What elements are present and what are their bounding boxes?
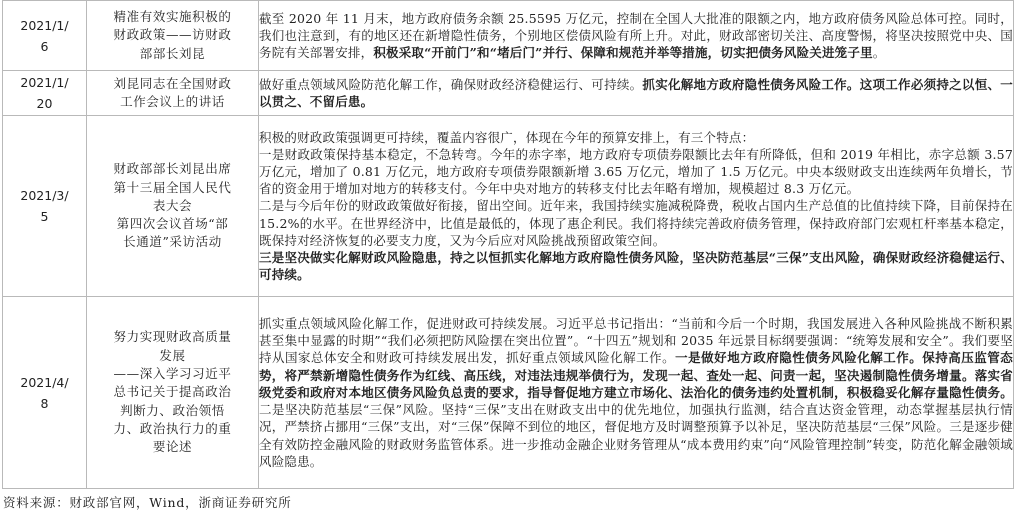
date-text: 2021/1/ xyxy=(20,17,69,33)
title-text: 总书记关于提高政治 xyxy=(113,384,232,400)
content-paragraph xyxy=(259,129,1013,146)
title-cell xyxy=(87,1,259,71)
content-cell xyxy=(259,297,1014,489)
title-text: 长通道”采访活动 xyxy=(123,234,222,250)
title-text: 精准有效实施积极的 xyxy=(113,9,232,25)
date-cell xyxy=(3,297,87,489)
title-text: 要论述 xyxy=(152,439,193,455)
date-cell xyxy=(3,1,87,71)
date-cell xyxy=(3,116,87,297)
title-text: 工作会议上的讲话 xyxy=(120,94,225,109)
body-text: 抓实重点领域风险化解工作，促进财政可持续发展。习近平总书记指出：“当前和今后一个时期，我国发展进入各种风险挑战不断积累甚至集中显露的时期”“我们必须把防风险摆在突出位置”。“十四五”规划和 2035 年远景目标纲要强调：“统筹发展和安全”。我们要坚持从国家总体安全和财政可持续发展出发，抓好重点领域风险化解工作。 xyxy=(259,316,1013,366)
body-text: 做好重点领域风险防范化解工作，确保财政经济稳健运行、可持续。 xyxy=(259,76,643,92)
date-text: 5 xyxy=(40,209,49,224)
body-text: 二是与今后年份的财政政策做好衔接，留出空间。近年来，我国持续实施减税降费，税收占国内生产总值的比值持续下降，目前保持在 15.2%的水平。在世界经济中，比值是最低的，体现了惠企利民。我们将持续完善政府债务管理，保持政府部门宏观杠杆率基本稳定，既保持对经济恢复的必要支力度，又为今后应对风险挑战预留政策空间。 xyxy=(259,198,1013,248)
content-paragraph xyxy=(259,146,1013,198)
title-text: 第四次会议首场“部 xyxy=(116,216,229,232)
content-paragraph xyxy=(259,249,1013,283)
emphasis-text: 一是做好地方政府隐性债务风险化解工作。保持高压监管态势，将严禁新增隐性债务作为红线、高压线，对违法违规举债行为，发现一起、查处一起、问责一起，坚决遏制隐性债务增量。落实省级党委和政府对本地区债务风险负总责的要求，指导督促地方建立市场化、法治化的债务违约处置机制，积极稳妥化解存量隐性债务。 xyxy=(259,350,1014,400)
title-text: 判断力、政治领悟 xyxy=(120,402,225,418)
date-cell xyxy=(3,71,87,116)
body-text: 。 xyxy=(872,45,886,61)
table-row xyxy=(3,1,1014,71)
content-cell xyxy=(259,71,1014,116)
emphasis-text: 三是坚决做实化解财政风险隐患，持之以恒抓实化解地方政府隐性债务风险，坚决防范基层“三保”支出风险，确保财政经济稳健运行、可持续。 xyxy=(259,250,1013,283)
table-row xyxy=(3,297,1014,489)
table-body xyxy=(3,1,1014,489)
title-text: 部部长刘昆 xyxy=(139,45,206,61)
title-text: 发展 xyxy=(159,347,186,363)
title-text: 财政政策——访财政 xyxy=(113,27,232,43)
date-text: 2021/1/ xyxy=(20,75,69,90)
body-text: 一是财政政策保持基本稳定，不急转弯。今年的赤字率，地方政府专项债券限额比去年有所降低，但和 2019 年相比，赤字总额 3.57 万亿元，增加了 0.81 万亿元，地方政府专项债券限额新增 3.65 万亿元，增加了 1.5 万亿元。中央本级财政支出连续两年负增长，节省的资金用于增加对地方的转移支付。今年中央对地方的转移支付比去年略有增加，规模超过 8.3 万亿元。 xyxy=(259,146,1013,197)
table-row xyxy=(3,71,1014,116)
source-note: 资料来源：财政部官网，Wind，浙商证券研究所 xyxy=(3,495,292,510)
policy-table xyxy=(2,0,1014,489)
content-paragraph xyxy=(259,315,1013,470)
title-text: 刘昆同志在全国财政 xyxy=(113,75,232,91)
date-text: 2021/4/ xyxy=(20,374,69,390)
title-text: 财政部部长刘昆出席 xyxy=(113,161,232,177)
title-text: 力、政治执行力的重 xyxy=(113,420,232,436)
title-cell xyxy=(87,71,259,116)
content-paragraph xyxy=(259,197,1013,249)
title-text: 第十三届全国人民代 xyxy=(113,179,232,195)
title-cell xyxy=(87,116,259,297)
title-text: 努力实现财政高质量 xyxy=(113,329,232,345)
title-cell xyxy=(87,297,259,489)
date-text: 6 xyxy=(40,38,49,54)
date-text: 2021/3/ xyxy=(20,188,69,203)
emphasis-text: 积极采取“开前门”和“堵后门”并行、保障和规范并举等措施，切实把债务风险关进笼子里 xyxy=(373,45,873,61)
emphasis-text: 抓实化解地方政府隐性债务风险工作。这项工作必须持之以恒、一以贯之、不留后患。 xyxy=(259,76,1013,109)
content-cell xyxy=(259,1,1014,71)
date-text: 20 xyxy=(36,96,53,111)
date-text: 8 xyxy=(40,395,49,411)
body-text: 截至 2020 年 11 月末，地方政府债务余额 25.5595 万亿元，控制在全国人大批准的限额之内，地方政府债务风险总体可控。同时，我们也注意到，有的地区还在新增隐性债务，个别地区偿债风险有所上升。对此，财政部密切关注、高度警惕，将坚决按照党中央、国务院有关部署安排， xyxy=(259,10,1013,61)
content-paragraph xyxy=(259,76,1013,110)
title-text: 表大会 xyxy=(152,197,193,213)
title-text: ——深入学习习近平 xyxy=(113,366,232,382)
content-cell xyxy=(259,116,1014,297)
body-text: 二是坚决防范基层“三保”风险。坚持“三保”支出在财政支出中的优先地位，加强执行监测，结合直达资金管理，动态掌握基层执行情况，严禁挤占挪用“三保”支出，对“三保”保障不到位的地区，督促地方及时调整预算予以补足，坚决防范基层“三保”风险。三是逐步健全有效防控金融风险的财政财务监管体系。进一步推动金融企业财务管理从“成本费用约束”向“风险管理控制”转变，防范化解金融领域风险隐患。 xyxy=(259,402,1013,469)
content-paragraph xyxy=(259,10,1013,62)
table-row xyxy=(3,116,1014,297)
body-text: 积极的财政政策强调更可持续，覆盖内容很广，体现在今年的预算安排上，有三个特点： xyxy=(259,129,755,145)
